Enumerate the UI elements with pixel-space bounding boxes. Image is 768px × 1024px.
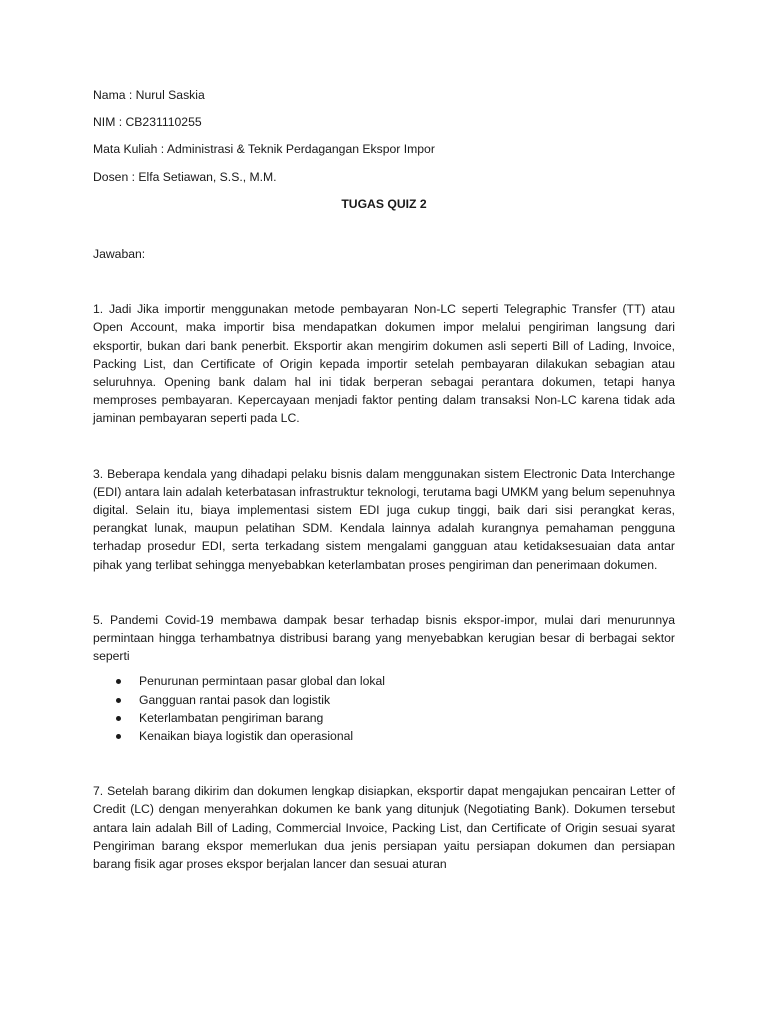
answer-5: 5. Pandemi Covid-19 membawa dampak besar terhadap bisnis ekspor-impor, mulai dari menurunnya permintaan hingga terhambatnya distribusi barang yang menyebabkan kerugian besar di berbagai sektor seperti [93,612,675,664]
list-item-text: Penurunan permintaan pasar global dan lokal [139,674,385,689]
answer-7: 7. Setelah barang dikirim dan dokumen lengkap disiapkan, eksportir dapat mengajukan pencairan Letter of Credit (LC) dengan menyerahkan dokumen ke bank yang ditunjuk (Negotiating Bank). Dokumen tersebut antara lain adalah Bill of Lading, Commercial Invoice, Packing List, dan Certificate of Origin sesuai syarat Pengiriman barang ekspor memerlukan dua jenis persiapan yaitu persiapan dokumen dan persiapan barang fisik agar proses ekspor berjalan lancer dan sesuai aturan [93,784,675,872]
list-item-text: Keterlambatan pengiriman barang [139,710,324,725]
list-item-text: Gangguan rantai pasok dan logistik [139,692,331,707]
list-item-text: Kenaikan biaya logistik dan operasional [139,729,354,744]
answer-1: 1. Jadi Jika importir menggunakan metode pembayaran Non-LC seperti Telegraphic Transfer (TT) atau Open Account, maka importir bisa mendapatkan dokumen impor melalui pengiriman langsung dari eksportir, bukan dari bank penerbit. Eksportir akan mengirim dokumen asli seperti Bill of Lading, Invoice, Packing List, dan Certificate of Origin kepada importir setelah pembayaran dilakukan sebagian atau seluruhnya. Opening bank dalam hal ini tidak berperan sebagai perantara dokumen, tetapi hanya memproses pembayaran. Kepercayaan menjadi faktor penting dalam transaksi Non-LC karena tidak ada jaminan pembayaran seperti pada LC. [93,302,675,426]
bullet-icon [116,734,121,739]
answers-label: Jawaban: [93,247,146,262]
course-name: Mata Kuliah : Administrasi & Teknik Perdagangan Ekspor Impor [93,142,435,157]
bullet-icon [116,716,121,721]
list-item [116,672,675,690]
answer-3: 3. Beberapa kendala yang dihadapi pelaku bisnis dalam menggunakan sistem Electronic Data Interchange (EDI) antara lain adalah keterbatasan infrastruktur teknologi, terutama bagi UMKM yang belum sepenuhnya digital. Selain itu, biaya implementasi sistem EDI juga cukup tinggi, baik dari sisi perangkat keras, perangkat lunak, maupun pelatihan SDM. Kendala lainnya adalah kurangnya pemahaman pengguna terhadap prosedur EDI, serta terkadang sistem mengalami gangguan atau ketidaksesuaian data antar pihak yang terlibat sehingga menyebabkan keterlambatan proses pengiriman dan penerimaan dokumen. [93,466,675,572]
student-name: Nama : Nurul Saskia [93,88,205,102]
list-item [116,727,675,745]
bullet-icon [116,698,121,703]
covid-impact-list [93,672,675,745]
document-content [93,86,675,873]
page-title: TUGAS QUIZ 2 [341,196,427,211]
list-item [116,709,675,727]
lecturer-name: Dosen : Elfa Setiawan, S.S., M.M. [93,169,277,184]
student-nim: NIM : CB231110255 [93,115,202,130]
bullet-icon [116,679,121,684]
list-item [116,691,675,709]
